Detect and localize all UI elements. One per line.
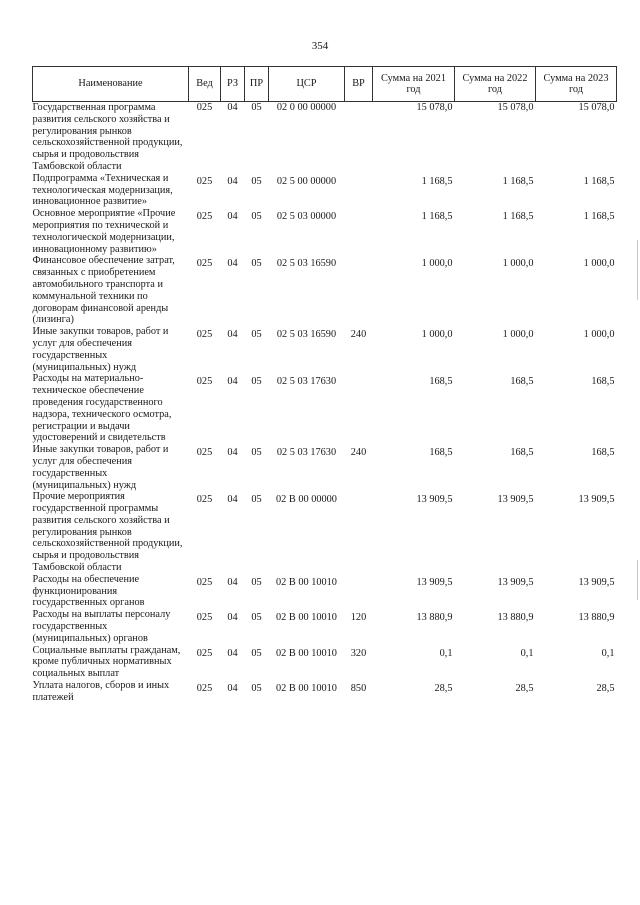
cell-sum-2023: 13 880,9	[578, 612, 615, 624]
scan-edge-mark	[637, 240, 638, 300]
header-csr: ЦСР	[269, 67, 345, 102]
cell-ved: 025	[196, 576, 213, 588]
cell-csr: 02 В 00 10010	[276, 647, 337, 659]
cell-sum-2022: 13 880,9	[497, 612, 534, 624]
header-ved: Вед	[189, 67, 221, 102]
cell-sum-2023: 28,5	[596, 683, 615, 695]
cell-vr	[345, 491, 373, 574]
cell-rz: 04	[227, 258, 238, 270]
cell-sum-2023: 13 909,5	[578, 494, 615, 506]
cell-name: Расходы на обеспечение функционирования государственных органов	[32, 573, 145, 609]
cell-csr: 02 В 00 10010	[276, 576, 337, 588]
cell-sum-2021: 1 168,5	[421, 175, 453, 187]
cell-sum-2022: 1 000,0	[502, 329, 534, 341]
cell-name: Расходы на выплаты персоналу государственных (муниципальных) органов	[32, 609, 171, 644]
cell-ved: 025	[196, 175, 213, 187]
cell-vr	[345, 373, 373, 444]
cell-rz: 04	[227, 647, 238, 659]
table-row	[33, 574, 617, 609]
cell-ved: 025	[196, 447, 213, 459]
cell-sum-2023: 1 000,0	[583, 329, 615, 341]
cell-rz: 04	[227, 576, 238, 588]
cell-csr: 02 5 00 00000	[276, 175, 337, 187]
cell-name: Государственная программа развития сельского хозяйства и регулирования рынков сельскохозяйственной продукции, сырья и продовольствия Тамбовской области	[32, 102, 183, 172]
cell-name: Финансовое обеспечение затрат, связанных с приобретением автомобильного транспорта и коммунальной техники по договорам финансовой аренды (лизинга)	[32, 255, 175, 326]
cell-name: Иные закупки товаров, работ и услуг для обеспечения государственных (муниципальных) нужд	[32, 444, 169, 491]
table-row	[33, 680, 617, 704]
table-row	[33, 373, 617, 444]
cell-name: Иные закупки товаров, работ и услуг для обеспечения государственных (муниципальных) нужд	[32, 326, 169, 373]
cell-sum-2021: 15 078,0	[416, 102, 453, 113]
table-row	[33, 102, 617, 173]
cell-pr: 05	[251, 576, 262, 588]
cell-sum-2022: 168,5	[510, 376, 534, 388]
table-row	[33, 444, 617, 491]
cell-pr: 05	[251, 647, 262, 659]
cell-sum-2023: 168,5	[591, 376, 615, 388]
cell-sum-2023: 1 168,5	[583, 211, 615, 223]
cell-name: Уплата налогов, сборов и иных платежей	[32, 680, 170, 703]
cell-rz: 04	[227, 102, 238, 113]
cell-rz: 04	[227, 494, 238, 506]
cell-ved: 025	[196, 258, 213, 270]
table-row	[33, 255, 617, 326]
cell-pr: 05	[251, 494, 262, 506]
cell-sum-2021: 168,5	[429, 447, 453, 459]
cell-pr: 05	[251, 175, 262, 187]
cell-sum-2022: 0,1	[520, 647, 534, 659]
table-header	[33, 67, 617, 102]
cell-sum-2023: 0,1	[601, 647, 615, 659]
cell-ved: 025	[196, 647, 213, 659]
cell-rz: 04	[227, 376, 238, 388]
cell-sum-2023: 1 000,0	[583, 258, 615, 270]
table-row	[33, 173, 617, 208]
cell-sum-2021: 168,5	[429, 376, 453, 388]
cell-csr: 02 0 00 00000	[276, 102, 337, 113]
cell-ved: 025	[196, 494, 213, 506]
cell-ved: 025	[196, 683, 213, 695]
cell-vr: 850	[350, 683, 367, 695]
cell-sum-2022: 13 909,5	[497, 576, 534, 588]
header-name: Наименование	[33, 67, 189, 102]
cell-pr: 05	[251, 211, 262, 223]
cell-rz: 04	[227, 612, 238, 624]
header-sum-2023: Сумма на 2023 год	[536, 67, 617, 102]
cell-sum-2021: 13 909,5	[416, 576, 453, 588]
cell-vr	[345, 208, 373, 255]
cell-ved: 025	[196, 612, 213, 624]
cell-pr: 05	[251, 683, 262, 695]
cell-sum-2021: 1 168,5	[421, 211, 453, 223]
page-number: 354	[311, 40, 329, 52]
cell-csr: 02 5 03 00000	[276, 211, 337, 223]
cell-sum-2022: 1 168,5	[502, 211, 534, 223]
cell-vr: 240	[350, 447, 367, 459]
table-row	[33, 326, 617, 373]
budget-table	[32, 66, 617, 704]
scan-edge-mark	[637, 560, 638, 600]
table-row	[33, 645, 617, 680]
cell-name: Расходы на материально-техническое обеспечение проведения государственного надзора, технического осмотра, регистрации и выдачи удостоверений и свидетельств	[32, 373, 172, 444]
table-row	[33, 609, 617, 644]
cell-sum-2023: 13 909,5	[578, 576, 615, 588]
cell-rz: 04	[227, 447, 238, 459]
cell-pr: 05	[251, 447, 262, 459]
cell-name: Подпрограмма «Техническая и технологическая модернизация, инновационное развитие»	[32, 172, 173, 208]
cell-rz: 04	[227, 175, 238, 187]
cell-ved: 025	[196, 329, 213, 341]
cell-pr: 05	[251, 612, 262, 624]
cell-name: Основное мероприятие «Прочие мероприятия по технической и технологической модернизации, инновационному развитию»	[32, 208, 176, 255]
cell-sum-2022: 1 168,5	[502, 175, 534, 187]
cell-sum-2023: 15 078,0	[578, 102, 615, 113]
cell-sum-2022: 168,5	[510, 447, 534, 459]
cell-sum-2021: 28,5	[434, 683, 453, 695]
cell-pr: 05	[251, 329, 262, 341]
cell-pr: 05	[251, 258, 262, 270]
cell-name: Прочие мероприятия государственной программы развития сельского хозяйства и регулирования рынков сельскохозяйственной продукции, сырья и продовольствия Тамбовской области	[32, 491, 183, 574]
cell-csr: 02 В 00 10010	[276, 612, 337, 624]
table-row	[33, 491, 617, 574]
cell-pr: 05	[251, 102, 262, 113]
cell-vr	[345, 102, 373, 173]
cell-sum-2023: 168,5	[591, 447, 615, 459]
cell-sum-2022: 15 078,0	[497, 102, 534, 113]
cell-sum-2022: 1 000,0	[502, 258, 534, 270]
cell-csr: 02 5 03 17630	[276, 447, 337, 459]
cell-vr	[345, 173, 373, 208]
cell-ved: 025	[196, 376, 213, 388]
cell-sum-2021: 0,1	[439, 647, 453, 659]
cell-csr: 02 В 00 00000	[276, 494, 337, 506]
cell-sum-2022: 13 909,5	[497, 494, 534, 506]
cell-rz: 04	[227, 329, 238, 341]
header-pr: ПР	[245, 67, 269, 102]
cell-csr: 02 5 03 17630	[276, 376, 337, 388]
table-body	[33, 102, 617, 704]
cell-vr: 320	[350, 647, 367, 659]
cell-sum-2022: 28,5	[515, 683, 534, 695]
cell-csr: 02 В 00 10010	[276, 683, 337, 695]
cell-vr	[345, 255, 373, 326]
header-sum-2021: Сумма на 2021 год	[373, 67, 455, 102]
cell-vr: 120	[350, 612, 367, 624]
cell-name: Социальные выплаты гражданам, кроме публичных нормативных социальных выплат	[32, 644, 181, 680]
cell-sum-2023: 1 168,5	[583, 175, 615, 187]
cell-vr	[345, 574, 373, 609]
cell-vr: 240	[350, 329, 367, 341]
cell-ved: 025	[196, 102, 213, 113]
cell-sum-2021: 1 000,0	[421, 258, 453, 270]
cell-sum-2021: 13 909,5	[416, 494, 453, 506]
cell-sum-2021: 13 880,9	[416, 612, 453, 624]
cell-rz: 04	[227, 683, 238, 695]
header-rz: РЗ	[221, 67, 245, 102]
cell-csr: 02 5 03 16590	[276, 258, 337, 270]
cell-pr: 05	[251, 376, 262, 388]
cell-csr: 02 5 03 16590	[276, 329, 337, 341]
cell-sum-2021: 1 000,0	[421, 329, 453, 341]
header-sum-2022: Сумма на 2022 год	[455, 67, 536, 102]
table-row	[33, 208, 617, 255]
cell-ved: 025	[196, 211, 213, 223]
header-vr: ВР	[345, 67, 373, 102]
cell-rz: 04	[227, 211, 238, 223]
